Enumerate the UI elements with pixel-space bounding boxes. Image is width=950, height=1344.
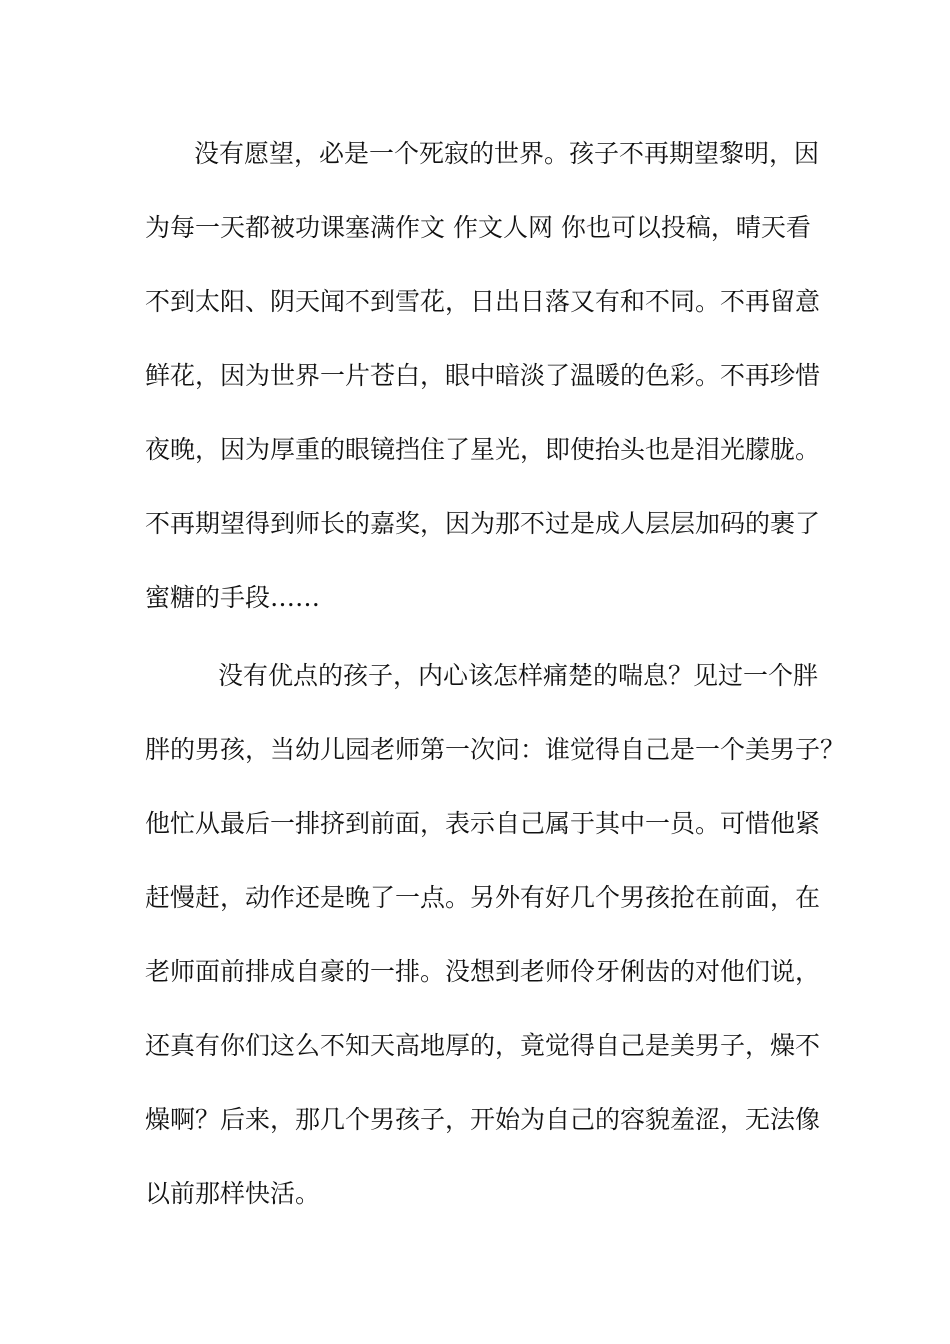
paragraph-1-line-1: 没有愿望，必是一个死寂的世界。孩子不再期望黎明，因: [194, 139, 820, 168]
paragraph-1-line-6: 不再期望得到师长的嘉奖，因为那不过是成人层层加码的裹了: [145, 509, 821, 538]
paragraph-1-line-2: 为每一天都被功课塞满作文 作文人网 你也可以投稿，晴天看: [145, 213, 811, 242]
paragraph-1-line-3: 不到太阳、阴天闻不到雪花，日出日落又有和不同。不再留意: [145, 287, 821, 316]
paragraph-1-line-4: 鲜花，因为世界一片苍白，眼中暗淡了温暖的色彩。不再珍惜: [145, 361, 821, 390]
paragraph-2-line-2: 胖的男孩，当幼儿园老师第一次问：谁觉得自己是一个美男子？: [145, 735, 846, 764]
paragraph-2-line-6: 还真有你们这么不知天高地厚的，竟觉得自己是美男子，燥不: [145, 1031, 821, 1060]
paragraph-2-line-4: 赶慢赶，动作还是晚了一点。另外有好几个男孩抢在前面，在: [145, 883, 821, 912]
paragraph-2-line-5: 老师面前排成自豪的一排。没想到老师伶牙俐齿的对他们说，: [145, 957, 821, 986]
paragraph-2-line-8: 以前那样快活。: [145, 1179, 321, 1208]
paragraph-1-line-7: 蜜糖的手段……: [145, 583, 321, 612]
paragraph-2-line-1: 没有优点的孩子，内心该怎样痛楚的喘息？见过一个胖: [218, 661, 819, 690]
paragraph-2-line-3: 他忙从最后一排挤到前面，表示自己属于其中一员。可惜他紧: [145, 809, 821, 838]
paragraph-2-line-7: 燥啊？后来，那几个男孩子，开始为自己的容貌羞涩，无法像: [145, 1105, 821, 1134]
paragraph-1-line-5: 夜晚，因为厚重的眼镜挡住了星光，即使抬头也是泪光朦胧。: [145, 435, 821, 464]
